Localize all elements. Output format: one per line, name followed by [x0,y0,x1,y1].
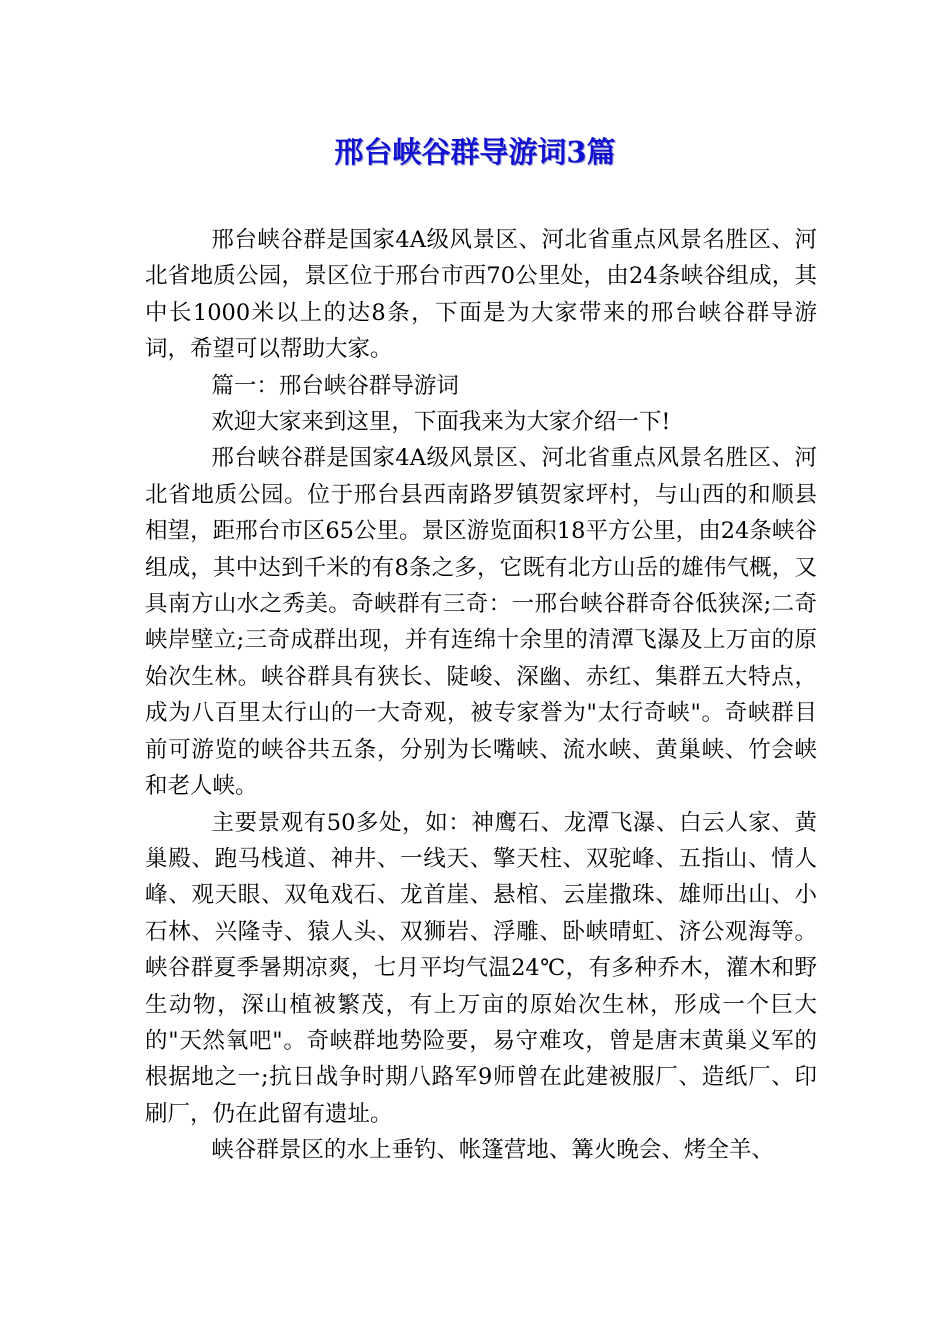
paragraph-main-sights: 主要景观有50多处，如：神鹰石、龙潭飞瀑、白云人家、黄巢殿、跑马栈道、神井、一线天、擎天柱、双驼峰、五指山、情人峰、观天眼、双龟戏石、龙首崖、悬棺、云崖撒珠、雄师出山、小石林、兴隆寺、猿人头、双狮岩、浮雕、卧峡晴虹、济公观海等。峡谷群夏季暑期凉爽，七月平均气温24℃，有多种乔木，灌木和野生动物，深山植被繁茂，有上万亩的原始次生林，形成一个巨大的"天然氧吧"。奇峡群地势险要，易守难攻，曾是唐末黄巢义军的根据地之一;抗日战争时期八路军9师曾在此建被服厂、造纸厂、印刷厂，仍在此留有遗址。 [145,809,817,1127]
document-title: 邢台峡谷群导游词3篇 [334,135,616,169]
paragraph-overview: 邢台峡谷群是国家4A级风景区、河北省重点风景名胜区、河北省地质公园。位于邢台县西南路罗镇贺家坪村，与山西的和顺县相望，距邢台市区65公里。景区游览面积18平方公里，由24条峡谷组成，其中达到千米的有8条之多，它既有北方山岳的雄伟气概，又具南方山水之秀美。奇峡群有三奇：一邢台峡谷群奇谷低狭深;二奇峡岸壁立;三奇成群出现，并有连绵十余里的清潭飞瀑及上万亩的原始次生林。峡谷群具有狭长、陡峻、深幽、赤红、集群五大特点，成为八百里太行山的一大奇观，被专家誉为"太行奇峡"。奇峡群目前可游览的峡谷共五条，分别为长嘴峡、流水峡、黄巢峡、竹会峡和老人峡。 [145,445,817,800]
paragraph-section-heading: 篇一：邢台峡谷群导游词 [211,372,459,399]
document-body [145,222,817,1169]
paragraph-activities: 峡谷群景区的水上垂钓、帐篷营地、篝火晚会、烤全羊、 [211,1137,774,1164]
paragraph-intro: 邢台峡谷群是国家4A级风景区、河北省重点风景名胜区、河北省地质公园，景区位于邢台市西70公里处，由24条峡谷组成，其中长1000米以上的达8条，下面是为大家带来的邢台峡谷群导游词，希望可以帮助大家。 [145,227,817,363]
paragraph-welcome: 欢迎大家来到这里，下面我来为大家介绍一下! [211,409,671,436]
